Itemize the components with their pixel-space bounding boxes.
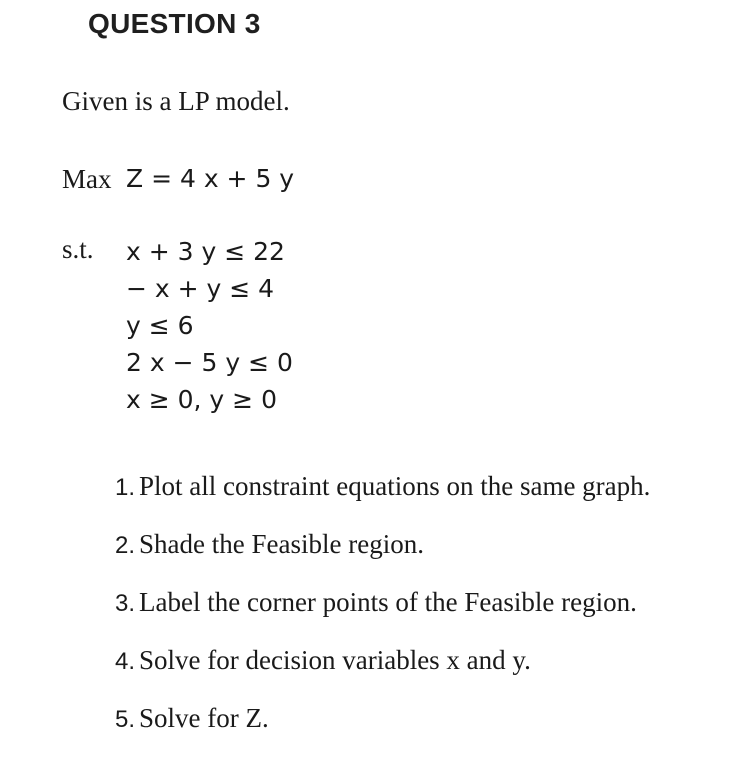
subject-to-label: s.t. — [62, 234, 94, 264]
task-item — [115, 526, 650, 584]
question-heading: QUESTION 3 — [88, 8, 261, 39]
task-number: 3. — [115, 590, 136, 617]
task-text: Plot all constraint equations on the same graph. — [139, 471, 651, 501]
task-number: 2. — [115, 532, 136, 559]
task-text: Label the corner points of the Feasible region. — [139, 587, 637, 617]
non-negativity-constraint: x ≥ 0, y ≥ 0 — [126, 385, 277, 414]
objective-function: Z = 4 x + 5 y — [126, 164, 295, 193]
task-number: 4. — [115, 648, 136, 675]
task-item — [115, 642, 650, 700]
task-list — [115, 468, 650, 758]
task-item — [115, 584, 650, 642]
task-text: Shade the Feasible region. — [139, 529, 424, 559]
task-text: Solve for Z. — [139, 703, 269, 733]
problem-intro: Given is a LP model. — [62, 86, 290, 116]
constraint-list — [126, 233, 293, 418]
task-item — [115, 700, 650, 758]
constraint-4: 2 x − 5 y ≤ 0 — [126, 348, 293, 377]
task-item — [115, 468, 650, 526]
task-text: Solve for decision variables x and y. — [139, 645, 531, 675]
task-number: 5. — [115, 706, 136, 733]
constraint-1: x + 3 y ≤ 22 — [126, 237, 285, 266]
constraint-3: y ≤ 6 — [126, 311, 194, 340]
objective-label: Max — [62, 164, 112, 194]
task-number: 1. — [115, 474, 136, 501]
constraint-2: − x + y ≤ 4 — [126, 274, 275, 303]
